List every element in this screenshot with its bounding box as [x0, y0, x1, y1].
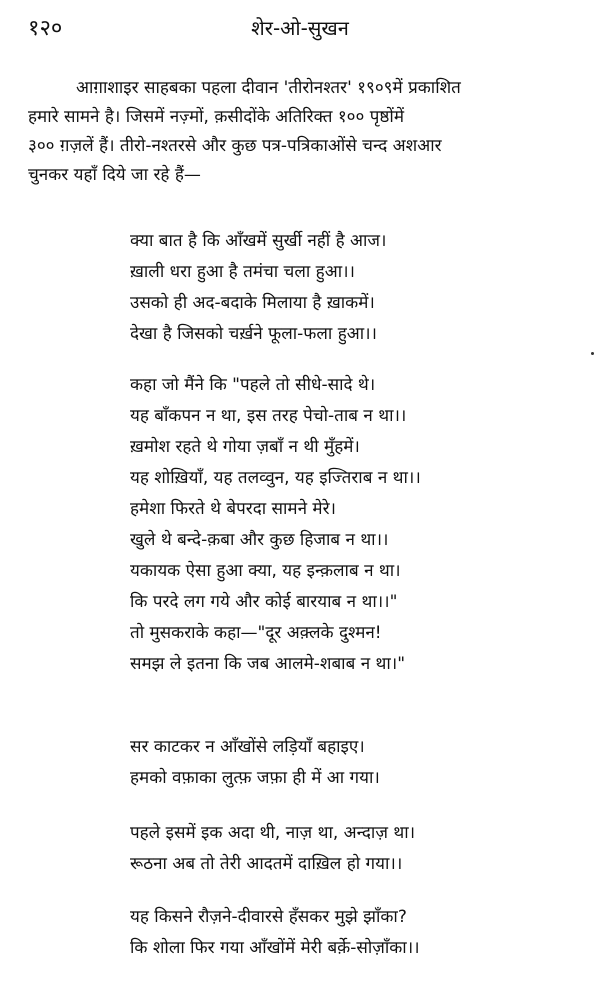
- running-title: शेर-ओ-सुखन: [251, 16, 349, 40]
- verse-line: यह शोख़ियाँ, यह तलव्वुन, यह इज्तिराब न था।।: [130, 468, 421, 488]
- page-header: [0, 8, 600, 48]
- verse-line: कहा जो मैंने कि "पहले तो सीधे-सादे थे।: [130, 375, 376, 395]
- verse-line: यह बाँकपन न था, इस तरह पेचो-ताब न था।।: [130, 406, 407, 426]
- verse-line: ख़मोश रहते थे गोया ज़बाँ न थी मुँहमें।: [130, 437, 360, 457]
- intro-line: आग़ाशाइर साहबका पहला दीवान 'तीरोनश्तर' १९०९में प्रकाशित: [76, 78, 461, 98]
- verse-line: देखा है जिसको चर्ख़ने फूला-फला हुआ।।: [130, 324, 377, 344]
- stanza-3: [130, 732, 570, 794]
- intro-paragraph: [28, 74, 580, 190]
- page-number: १२०: [28, 16, 63, 41]
- stanza-2: [130, 370, 570, 680]
- verse-line: उसको ही अद-बदाके मिलाया है ख़ाकमें।: [130, 293, 375, 313]
- verse-line: कि परदे लग गये और कोई बारयाब न था।।": [130, 592, 398, 612]
- verse-line: समझ ले इतना कि जब आलमे-शबाब न था।": [130, 654, 406, 674]
- intro-line: ३०० ग़ज़लें हैं। तीरो-नश्तरसे और कुछ पत्र-पत्रिकाओंसे चन्द अशआर: [28, 136, 442, 156]
- verse-line: तो मुसकराके कहा—"दूर अक़्लके दुश्मन!: [130, 623, 382, 643]
- verse-line: कि शोला फिर गया आँखोंमें मेरी बर्क़े-सोज़ाँका।।: [130, 938, 420, 958]
- verse-line: क्या बात है कि आँखमें सुर्खी नहीं है आज।: [130, 231, 387, 251]
- intro-line: चुनकर यहाँ दिये जा रहे हैं—: [28, 165, 201, 185]
- ink-speck: [591, 352, 594, 355]
- verse-line: यह किसने रौज़ने-दीवारसे हँसकर मुझे झाँका?: [130, 907, 407, 927]
- verse-line: रूठना अब तो तेरी आदतमें दाख़िल हो गया।।: [130, 854, 403, 874]
- verse-line: खुले थे बन्दे-क़बा और कुछ हिजाब न था।।: [130, 530, 389, 550]
- verse-line: हमको वफ़ाका लुत्फ़ जफ़ा ही में आ गया।: [130, 768, 380, 788]
- intro-line: हमारे सामने है। जिसमें नज़्मों, क़सीदोंके अतिरिक्त १०० पृष्ठोंमें: [28, 107, 404, 127]
- verse-line: सर काटकर न आँखोंसे लड़ियाँ बहाइए।: [130, 737, 365, 757]
- stanza-4: [130, 818, 570, 880]
- verse-line: यकायक ऐसा हुआ क्या, यह इन्क़लाब न था।: [130, 561, 401, 581]
- verse-line: हमेशा फिरते थे बेपरदा सामने मेरे।: [130, 499, 336, 519]
- stanza-1: [130, 226, 570, 350]
- verse-line: ख़ाली धरा हुआ है तमंचा चला हुआ।।: [130, 262, 355, 282]
- verse-line: पहले इसमें इक अदा थी, नाज़ था, अन्दाज़ था।: [130, 823, 416, 843]
- stanza-5: [130, 902, 570, 964]
